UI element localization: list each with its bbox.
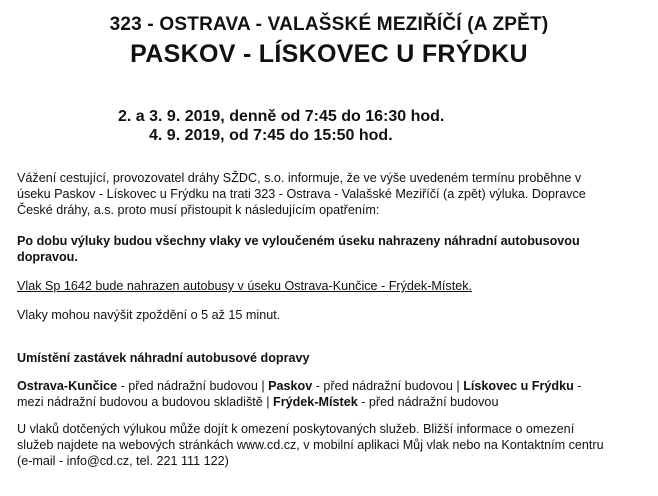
delay-note: Vlaky mohou navýšit zpoždění o 5 až 15 minut. xyxy=(17,308,281,322)
notice-line-2: dopravou. xyxy=(17,250,78,264)
stop-description: - xyxy=(573,379,582,393)
date-line-1: 2. a 3. 9. 2019, denně od 7:45 do 16:30 hod. xyxy=(118,108,445,125)
intro-line-1: Vážení cestující, provozovatel dráhy SŽDC, s.o. informuje, že ve výše uvedeném termínu proběhne v xyxy=(17,171,582,185)
stops-heading: Umístění zastávek náhradní autobusové dopravy xyxy=(17,351,310,365)
stops-line-2 xyxy=(17,394,637,410)
info-line-2: služeb najdete na webových stránkách www.cd.cz, v mobilní aplikaci Můj vlak nebo na Kontaktním centru xyxy=(17,438,604,452)
stop-description: - před nádražní budovou xyxy=(357,395,499,409)
stop-description: - před nádražní budovou | xyxy=(312,379,464,393)
intro-line-2: úseku Paskov - Lískovec u Frýdku na trati 323 - Ostrava - Valašské Meziříčí (a zpět) výluka. Dopravce xyxy=(17,187,586,201)
info-line-1: U vlaků dotčených výlukou může dojít k omezení poskytovaných služeb. Bližší informace o omezení xyxy=(17,422,575,436)
stops-line-1 xyxy=(17,378,637,394)
date-line-2: 4. 9. 2019, od 7:45 do 15:50 hod. xyxy=(149,127,393,144)
stop-description: mezi nádražní budovou a budovou skladiště | xyxy=(17,395,274,409)
info-line-3: (e-mail - info@cd.cz, tel. 221 111 122) xyxy=(17,454,229,468)
stop-name: Ostrava-Kunčice xyxy=(17,379,118,393)
intro-line-3: České dráhy, a.s. proto musí přistoupit k následujícím opatřením: xyxy=(17,203,380,217)
notice-line-1: Po dobu výluky budou všechny vlaky ve vyloučeném úseku nahrazeny náhradní autobusovou xyxy=(17,234,580,248)
stops-list xyxy=(17,378,637,410)
services-info xyxy=(17,421,637,469)
train-replacement-note: Vlak Sp 1642 bude nahrazen autobusy v úseku Ostrava-Kunčice - Frýdek-Místek. xyxy=(17,279,473,293)
stop-name: Frýdek-Místek xyxy=(273,395,358,409)
closure-dates xyxy=(118,107,444,145)
stop-description: - před nádražní budovou | xyxy=(117,379,269,393)
route-title: 323 - OSTRAVA - VALAŠSKÉ MEZIŘÍČÍ (A ZPĚT) xyxy=(109,14,549,35)
intro-paragraph xyxy=(17,170,637,218)
stop-name: Lískovec u Frýdku xyxy=(463,379,574,393)
bus-replacement-notice xyxy=(17,233,637,265)
stop-name: Paskov xyxy=(268,379,313,393)
section-title: PASKOV - LÍSKOVEC U FRÝDKU xyxy=(130,40,528,68)
